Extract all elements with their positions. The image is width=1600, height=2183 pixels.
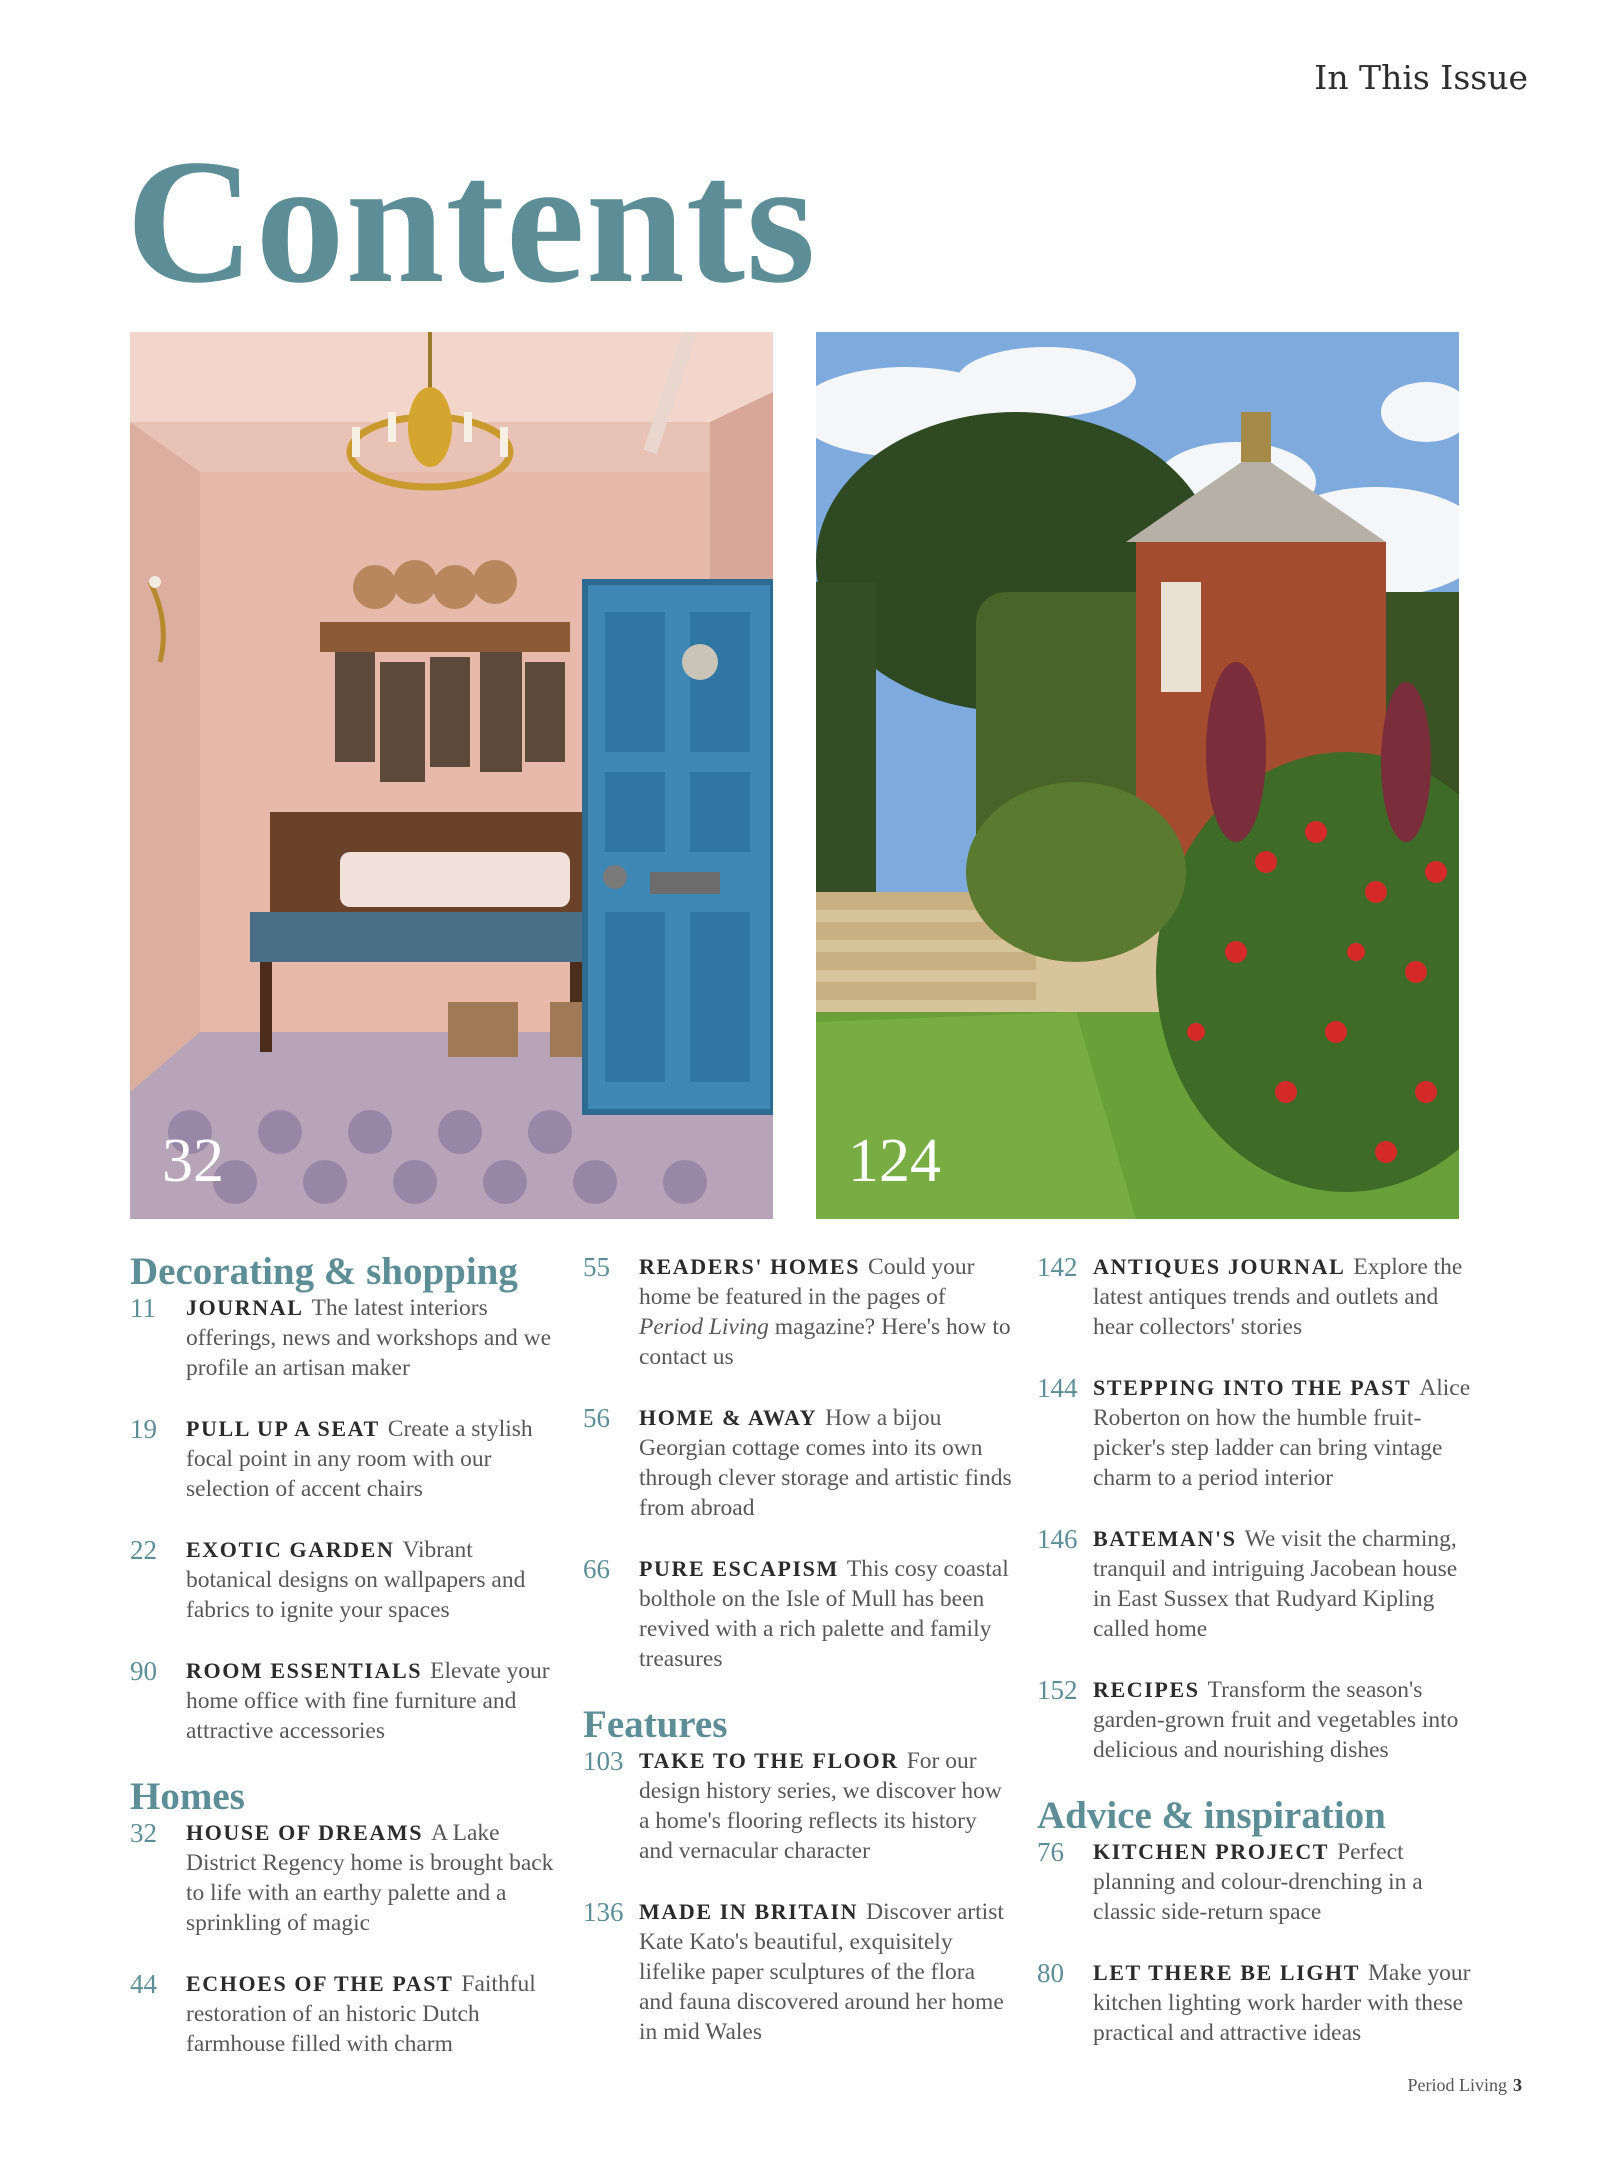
entry-page-number: 55: [583, 1252, 610, 1282]
entry-description: Faithful restoration of an historic Dutch farmhouse filled with charm: [186, 1971, 536, 2057]
contents-entry[interactable]: [1037, 1837, 1477, 1927]
section-heading-features: Features: [583, 1703, 728, 1746]
contents-entry[interactable]: [130, 1656, 560, 1746]
entry-page-number: 103: [583, 1746, 624, 1776]
photo-page-number: 124: [848, 1127, 941, 1195]
entry-title: KITCHEN PROJECT: [1093, 1839, 1330, 1864]
entry-title: TAKE TO THE FLOOR: [639, 1748, 899, 1773]
entry-page-number: 19: [130, 1414, 157, 1444]
entry-page-number: 146: [1037, 1524, 1078, 1554]
contents-entry[interactable]: [583, 1897, 1013, 2047]
contents-entry[interactable]: [130, 1535, 560, 1625]
entry-title: STEPPING INTO THE PAST: [1093, 1375, 1412, 1400]
entry-page-number: 11: [130, 1293, 156, 1323]
entry-title: LET THERE BE LIGHT: [1093, 1960, 1361, 1985]
entry-description: Discover artist Kate Kato's beautiful, exquisitely lifelike paper sculptures of the flora and fauna discovered around her home in mid Wales: [639, 1899, 1004, 2045]
contents-entry[interactable]: [1037, 1252, 1477, 1342]
entry-title: ROOM ESSENTIALS: [186, 1658, 423, 1683]
contents-column-1: [130, 1252, 560, 2090]
contents-column-3: [1037, 1252, 1477, 2079]
entry-title: READERS' HOMES: [639, 1254, 861, 1279]
entry-description: Make your kitchen lighting work harder with these practical and attractive ideas: [1093, 1960, 1471, 2046]
entry-page-number: 76: [1037, 1837, 1064, 1867]
entry-title: ECHOES OF THE PAST: [186, 1971, 454, 1996]
contents-entry[interactable]: [1037, 1675, 1477, 1765]
entry-title: HOUSE OF DREAMS: [186, 1820, 424, 1845]
entry-title: BATEMAN'S: [1093, 1526, 1237, 1551]
entry-page-number: 44: [130, 1969, 157, 1999]
photo-page-number: 32: [162, 1127, 224, 1195]
section-heading-decorating: Decorating & shopping: [130, 1250, 518, 1293]
contents-entry[interactable]: [130, 1293, 560, 1383]
entry-description: A Lake District Regency home is brought back to life with an earthy palette and a sprinkling of magic: [186, 1820, 554, 1936]
contents-entry[interactable]: [1037, 1958, 1477, 2048]
contents-column-2: [583, 1252, 1013, 2078]
contents-entry[interactable]: [583, 1746, 1013, 1866]
entry-description: Could your home be featured in the pages of: [639, 1254, 975, 1310]
contents-entry[interactable]: [130, 1969, 560, 2059]
entry-title: EXOTIC GARDEN: [186, 1537, 395, 1562]
entry-title: JOURNAL: [186, 1295, 304, 1320]
entry-description: Create a stylish focal point in any room with our selection of accent chairs: [186, 1416, 533, 1502]
entry-page-number: 32: [130, 1818, 157, 1848]
page-footer: [1408, 2075, 1523, 2096]
contents-entry[interactable]: [583, 1554, 1013, 1674]
entry-description: Alice Roberton on how the humble fruit-picker's step ladder can bring vintage charm to a period interior: [1093, 1375, 1471, 1491]
entry-description: Explore the latest antiques trends and outlets and hear collectors' stories: [1093, 1254, 1463, 1340]
entry-title: HOME & AWAY: [639, 1405, 818, 1430]
contents-entry[interactable]: [130, 1818, 560, 1938]
garden-illustration: [816, 332, 1459, 1219]
entry-description: This cosy coastal bolthole on the Isle of Mull has been revived with a rich palette and family treasures: [639, 1556, 1009, 1672]
entry-description: Elevate your home office with fine furniture and attractive accessories: [186, 1658, 550, 1744]
footer-page-number: 3: [1513, 2075, 1522, 2095]
entry-title: ANTIQUES JOURNAL: [1093, 1254, 1346, 1279]
entry-description: Vibrant botanical designs on wallpapers and fabrics to ignite your spaces: [186, 1537, 526, 1623]
entry-title: RECIPES: [1093, 1677, 1200, 1702]
entry-description: magazine? Here's how to contact us: [639, 1314, 1011, 1370]
contents-entry[interactable]: [583, 1252, 1013, 1372]
entry-description: Transform the season's garden-grown fruit and vegetables into delicious and nourishing dishes: [1093, 1677, 1459, 1763]
entry-page-number: 136: [583, 1897, 624, 1927]
page-title: Contents: [126, 122, 817, 320]
entry-page-number: 144: [1037, 1373, 1078, 1403]
contents-entry[interactable]: [583, 1403, 1013, 1523]
contents-entry[interactable]: [1037, 1373, 1477, 1493]
entry-description: Perfect planning and colour-drenching in a classic side-return space: [1093, 1839, 1423, 1925]
garden-photo[interactable]: [816, 332, 1459, 1219]
entry-title: PURE ESCAPISM: [639, 1556, 839, 1581]
entry-page-number: 90: [130, 1656, 157, 1686]
entry-description: How a bijou Georgian cottage comes into its own through clever storage and artistic finds from abroad: [639, 1405, 1012, 1521]
entry-page-number: 80: [1037, 1958, 1064, 1988]
contents-entry[interactable]: [1037, 1524, 1477, 1644]
hallway-illustration: [130, 332, 773, 1219]
footer-magazine-name: Period Living: [1407, 2075, 1507, 2095]
section-heading-homes: Homes: [130, 1775, 245, 1818]
entry-description: For our design history series, we discover how a home's flooring reflects its history and vernacular character: [639, 1748, 1002, 1864]
entry-page-number: 66: [583, 1554, 610, 1584]
entry-page-number: 142: [1037, 1252, 1078, 1282]
entry-title: MADE IN BRITAIN: [639, 1899, 859, 1924]
entry-page-number: 22: [130, 1535, 157, 1565]
entry-page-number: 56: [583, 1403, 610, 1433]
entry-description: The latest interiors offerings, news and workshops and we profile an artisan maker: [186, 1295, 552, 1381]
section-heading-advice: Advice & inspiration: [1037, 1794, 1386, 1837]
magazine-name: Period Living: [639, 1314, 769, 1340]
contents-entry[interactable]: [130, 1414, 560, 1504]
issue-label: In This Issue: [1314, 58, 1528, 97]
hallway-photo[interactable]: [130, 332, 773, 1219]
entry-page-number: 152: [1037, 1675, 1078, 1705]
entry-title: PULL UP A SEAT: [186, 1416, 380, 1441]
entry-description: We visit the charming, tranquil and intriguing Jacobean house in East Sussex that Rudyard Kipling called home: [1093, 1526, 1458, 1642]
